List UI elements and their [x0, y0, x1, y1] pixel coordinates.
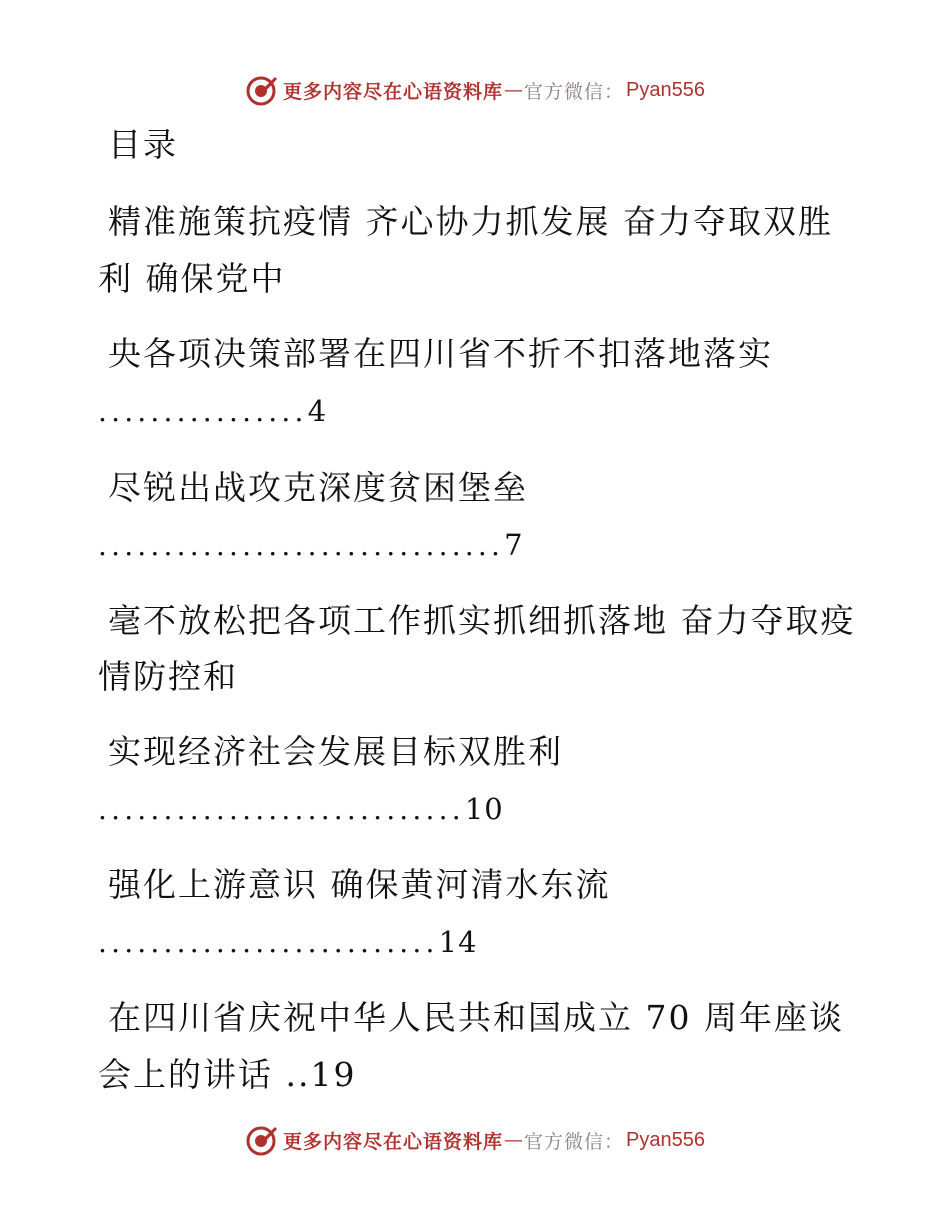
watermark-main-text: 更多内容尽在心语资料库	[283, 80, 504, 103]
toc-entry-3-line-1[interactable]: 毫不放松把各项工作抓实抓细抓落地 奋力夺取疫	[108, 601, 856, 640]
watermark-wechat-id: Pyan556	[626, 1128, 705, 1151]
toc-entry-1-line-3[interactable]: 央各项决策部署在四川省不折不扣落地落实	[108, 334, 773, 373]
page-number: 19	[310, 1055, 357, 1094]
toc-entry-3-leader[interactable]	[98, 789, 504, 830]
watermark-header	[0, 70, 950, 110]
watermark-official-text: 官方微信：	[524, 80, 625, 103]
page-number: 14	[438, 925, 478, 959]
toc-entry-1-line-2[interactable]: 利 确保党中	[98, 259, 286, 298]
toc-entry-1-line-1[interactable]: 精准施策抗疫情 齐心协力抓发展 奋力夺取双胜	[108, 202, 833, 241]
leader-dots: ...............................	[98, 529, 505, 562]
quill-logo-icon	[245, 1123, 279, 1157]
toc-entry-1-leader[interactable]	[98, 391, 327, 432]
toc-entry-4-line-1[interactable]: 强化上游意识 确保黄河清水东流	[108, 865, 611, 904]
page-number: 4	[307, 394, 328, 428]
toc-entry-3-line-3[interactable]: 实现经济社会发展目标双胜利	[108, 732, 563, 771]
leader-dots: ............................	[98, 793, 465, 826]
toc-heading: 目录	[108, 125, 178, 164]
watermark-main-text: 更多内容尽在心语资料库	[283, 1130, 504, 1153]
watermark-wechat-id: Pyan556	[626, 78, 705, 101]
watermark-dash: —	[504, 1129, 524, 1151]
watermark-official-text: 官方微信：	[524, 1130, 625, 1153]
toc-entry-4-leader[interactable]	[98, 922, 478, 963]
watermark-footer	[0, 1120, 950, 1160]
leader-dots: ................	[98, 395, 308, 428]
watermark-dash: —	[504, 79, 524, 101]
toc-entry-2-line-1[interactable]: 尽锐出战攻克深度贫困堡垒	[108, 468, 528, 507]
page-number: 10	[464, 792, 504, 826]
quill-logo-icon	[245, 73, 279, 107]
page-number: 7	[504, 528, 524, 562]
leader-dots: ..........................	[98, 926, 439, 959]
toc-entry-5-text: 会上的讲话 ..	[98, 1055, 311, 1094]
toc-entry-3-line-2[interactable]: 情防控和	[98, 657, 238, 696]
toc-entry-5-line-2[interactable]	[98, 1055, 356, 1095]
toc-entry-5-line-1[interactable]: 在四川省庆祝中华人民共和国成立 70 周年座谈	[108, 998, 844, 1037]
toc-entry-2-leader[interactable]	[98, 525, 524, 566]
